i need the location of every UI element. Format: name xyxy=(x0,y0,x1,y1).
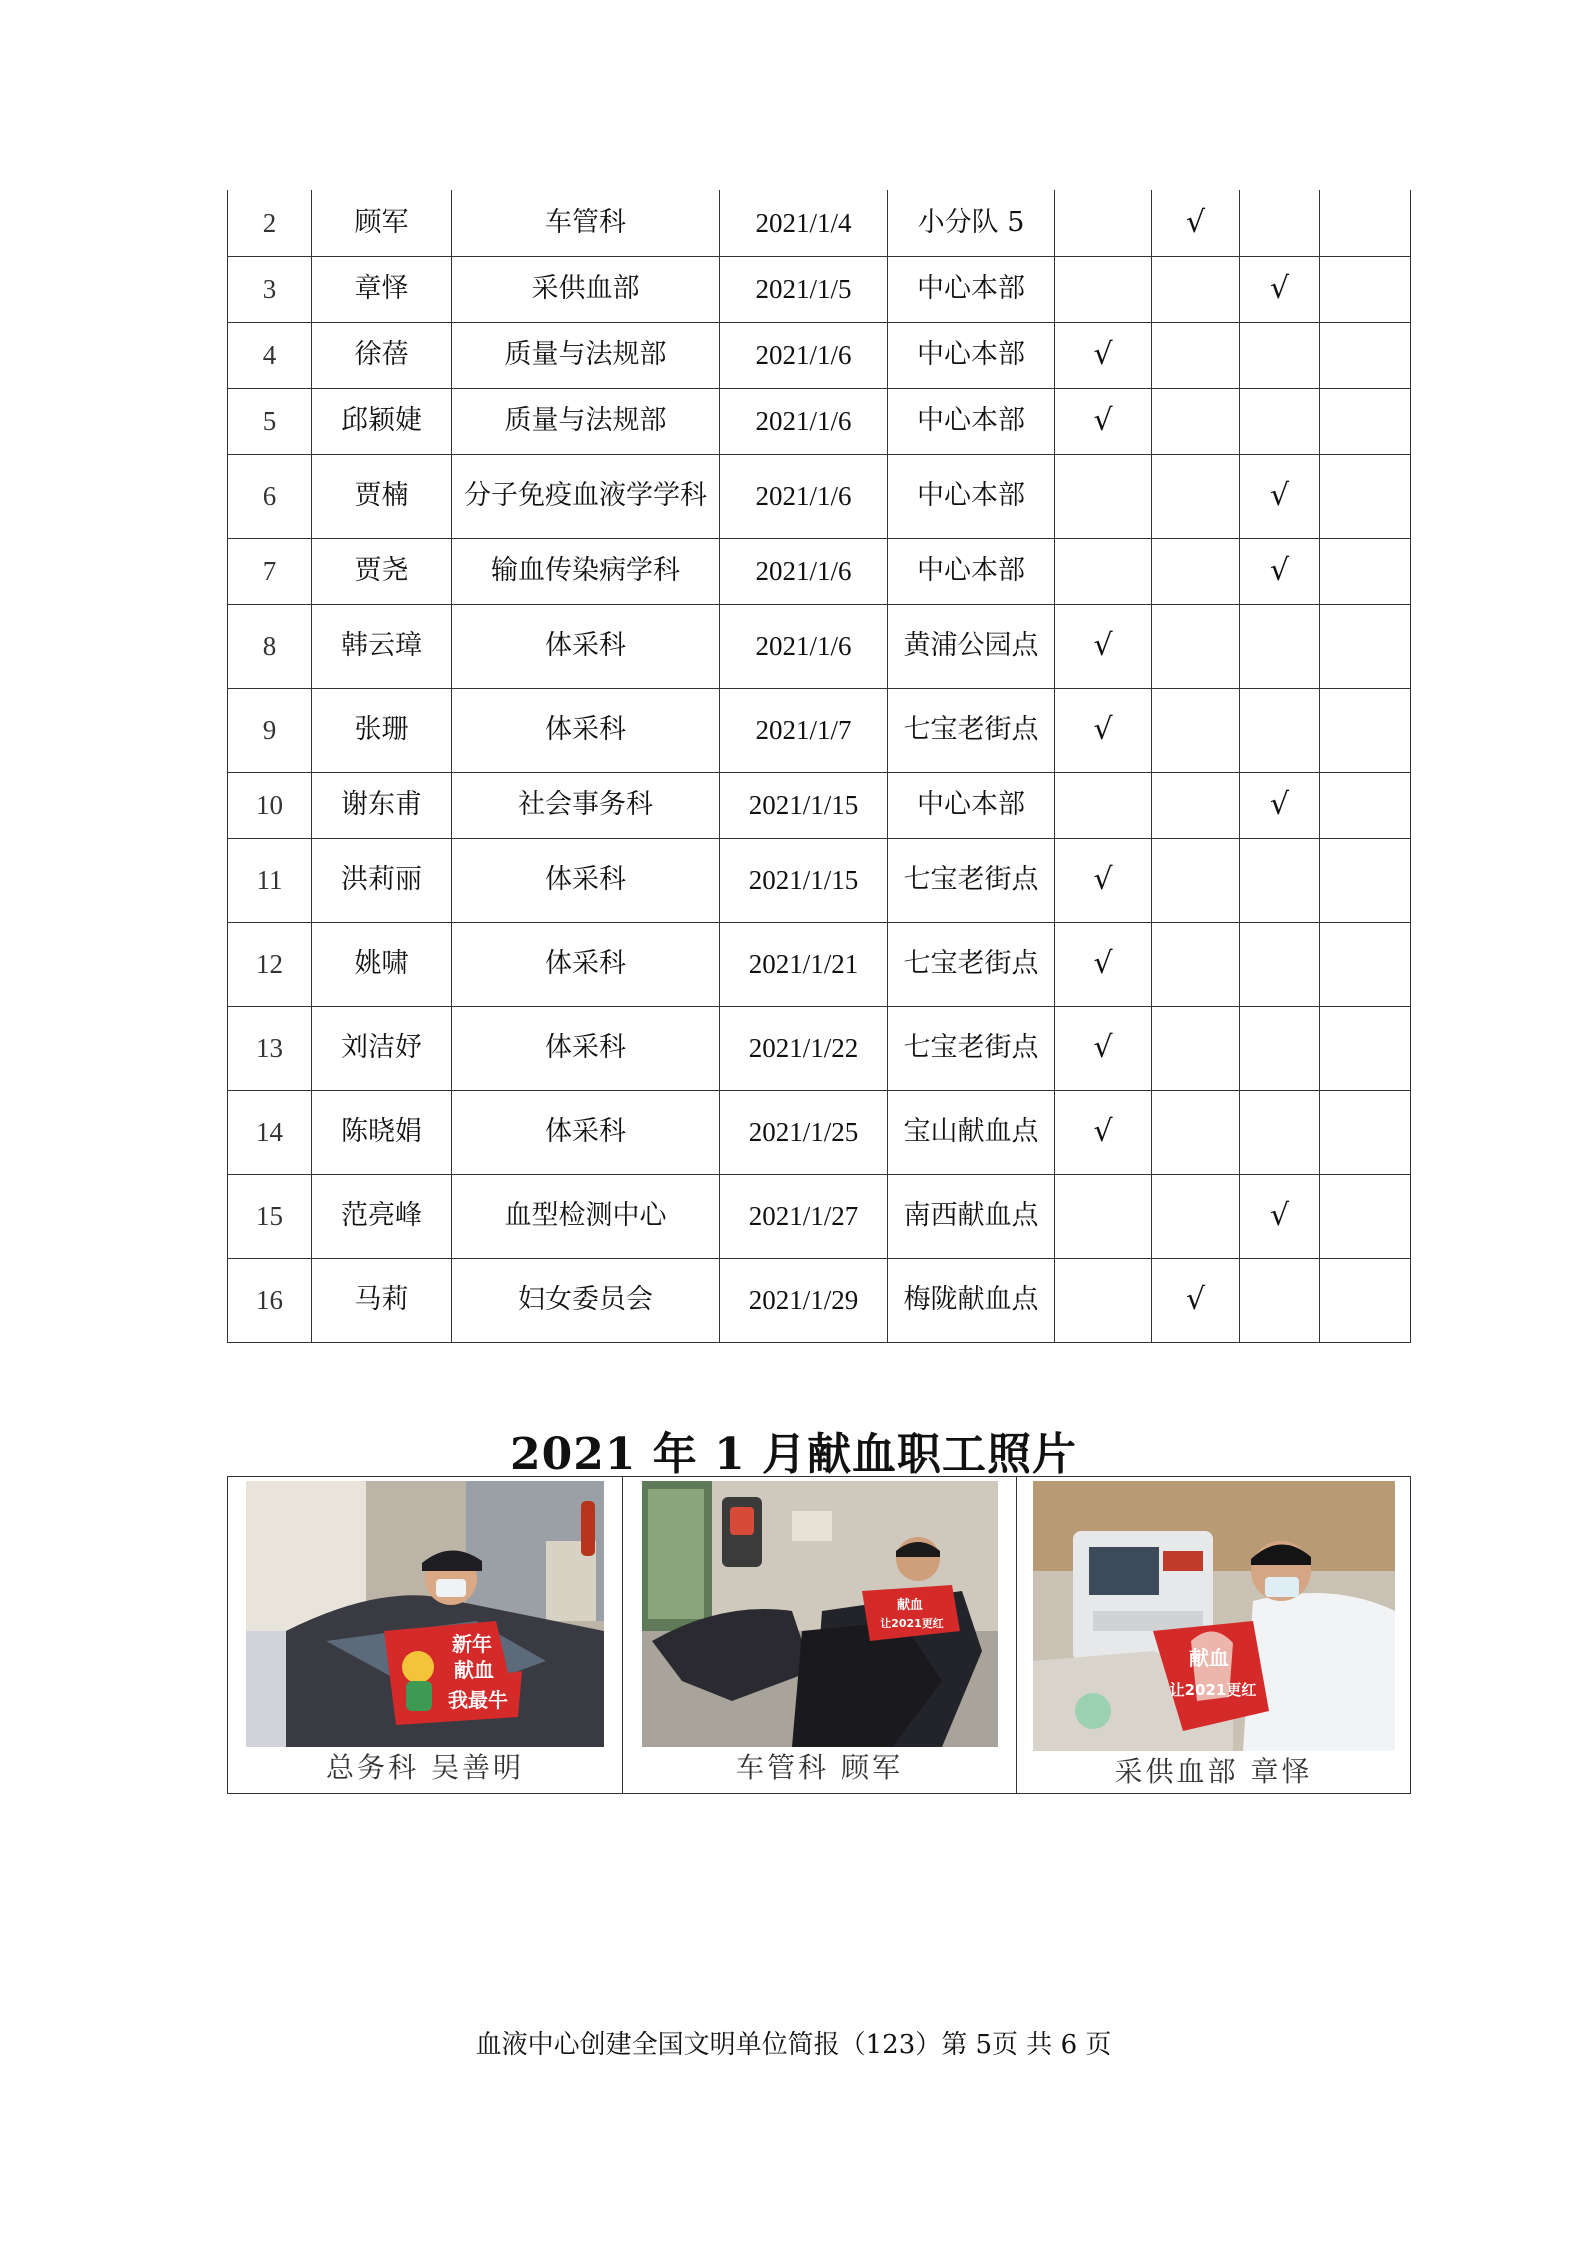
check-col-2 xyxy=(1152,1090,1240,1174)
check-col-4 xyxy=(1320,922,1411,1006)
check-col-4 xyxy=(1320,604,1411,688)
department: 采供血部 xyxy=(452,256,720,322)
check-col-2 xyxy=(1152,922,1240,1006)
row-number: 5 xyxy=(228,388,312,454)
check-col-4 xyxy=(1320,388,1411,454)
department: 分子免疫血液学学科 xyxy=(452,454,720,538)
donation-site: 中心本部 xyxy=(888,322,1055,388)
department: 体采科 xyxy=(452,604,720,688)
donation-date: 2021/1/27 xyxy=(720,1174,888,1258)
table-row xyxy=(228,256,1411,322)
check-col-3: √ xyxy=(1240,1174,1320,1258)
check-col-4 xyxy=(1320,454,1411,538)
table-row xyxy=(228,688,1411,772)
check-col-2 xyxy=(1152,1006,1240,1090)
sign-1-line2: 献血 xyxy=(454,1658,494,1682)
donation-site: 中心本部 xyxy=(888,454,1055,538)
blood-donor-table xyxy=(227,190,1411,1343)
department: 血型检测中心 xyxy=(452,1174,720,1258)
table-row xyxy=(228,1090,1411,1174)
check-col-3 xyxy=(1240,1090,1320,1174)
page-footer: 血液中心创建全国文明单位简报（123）第 5页 共 6 页 xyxy=(475,2030,1112,2060)
check-col-3 xyxy=(1240,688,1320,772)
check-col-4 xyxy=(1320,190,1411,256)
check-col-1 xyxy=(1055,1258,1152,1342)
donor-name: 范亮峰 xyxy=(312,1174,452,1258)
donation-site: 梅陇献血点 xyxy=(888,1258,1055,1342)
check-col-1: √ xyxy=(1055,1090,1152,1174)
donation-date: 2021/1/4 xyxy=(720,190,888,256)
table-row xyxy=(228,454,1411,538)
check-col-4 xyxy=(1320,322,1411,388)
check-col-3: √ xyxy=(1240,256,1320,322)
check-col-4 xyxy=(1320,538,1411,604)
row-number: 15 xyxy=(228,1174,312,1258)
donation-site: 南西献血点 xyxy=(888,1174,1055,1258)
donor-name: 徐蓓 xyxy=(312,322,452,388)
table-row xyxy=(228,772,1411,838)
check-col-2 xyxy=(1152,388,1240,454)
donation-date: 2021/1/6 xyxy=(720,388,888,454)
department: 体采科 xyxy=(452,838,720,922)
row-number: 11 xyxy=(228,838,312,922)
sign-3-line1: 献血 xyxy=(1188,1646,1229,1670)
row-number: 6 xyxy=(228,454,312,538)
department: 输血传染病学科 xyxy=(452,538,720,604)
donation-date: 2021/1/22 xyxy=(720,1006,888,1090)
table-row xyxy=(228,1258,1411,1342)
donation-date: 2021/1/6 xyxy=(720,538,888,604)
photo-caption-1: 总务科 吴善明 xyxy=(326,1751,524,1784)
check-col-4 xyxy=(1320,256,1411,322)
donor-name: 韩云璋 xyxy=(312,604,452,688)
check-col-2 xyxy=(1152,688,1240,772)
photo-caption-2: 车管科 顾军 xyxy=(736,1751,903,1784)
row-number: 2 xyxy=(228,190,312,256)
row-number: 13 xyxy=(228,1006,312,1090)
donation-site: 中心本部 xyxy=(888,538,1055,604)
donation-date: 2021/1/29 xyxy=(720,1258,888,1342)
department: 质量与法规部 xyxy=(452,322,720,388)
sign-2 xyxy=(862,1585,960,1641)
row-number: 3 xyxy=(228,256,312,322)
check-col-3 xyxy=(1240,838,1320,922)
donor-name: 陈晓娟 xyxy=(312,1090,452,1174)
donation-site: 七宝老街点 xyxy=(888,688,1055,772)
donation-site: 七宝老街点 xyxy=(888,1006,1055,1090)
check-col-3 xyxy=(1240,322,1320,388)
check-col-4 xyxy=(1320,838,1411,922)
department: 体采科 xyxy=(452,922,720,1006)
department: 体采科 xyxy=(452,1090,720,1174)
table-row xyxy=(228,322,1411,388)
check-col-2 xyxy=(1152,604,1240,688)
photo-cell xyxy=(228,1477,623,1794)
check-col-3 xyxy=(1240,604,1320,688)
department: 体采科 xyxy=(452,688,720,772)
department: 车管科 xyxy=(452,190,720,256)
donor-name: 贾楠 xyxy=(312,454,452,538)
check-col-3: √ xyxy=(1240,772,1320,838)
table-row xyxy=(228,1174,1411,1258)
check-col-2 xyxy=(1152,772,1240,838)
row-number: 16 xyxy=(228,1258,312,1342)
row-number: 8 xyxy=(228,604,312,688)
donation-date: 2021/1/25 xyxy=(720,1090,888,1174)
check-col-1 xyxy=(1055,190,1152,256)
check-col-4 xyxy=(1320,1006,1411,1090)
check-col-3 xyxy=(1240,1258,1320,1342)
row-number: 7 xyxy=(228,538,312,604)
check-col-2 xyxy=(1152,454,1240,538)
sign-2-line1: 献血 xyxy=(896,1598,923,1613)
department: 质量与法规部 xyxy=(452,388,720,454)
table-row xyxy=(228,922,1411,1006)
sign-2-line2: 让2021更红 xyxy=(879,1617,944,1630)
check-col-1: √ xyxy=(1055,322,1152,388)
check-col-3 xyxy=(1240,388,1320,454)
check-col-2 xyxy=(1152,256,1240,322)
donor-name: 谢东甫 xyxy=(312,772,452,838)
check-col-1: √ xyxy=(1055,388,1152,454)
check-col-3 xyxy=(1240,1006,1320,1090)
check-col-1: √ xyxy=(1055,922,1152,1006)
donation-date: 2021/1/15 xyxy=(720,772,888,838)
donor-name: 贾尧 xyxy=(312,538,452,604)
sign-3-line2: 让2021更红 xyxy=(1169,1681,1256,1699)
donation-date: 2021/1/5 xyxy=(720,256,888,322)
check-col-3: √ xyxy=(1240,538,1320,604)
donor-photo-2 xyxy=(642,1481,998,1747)
check-col-1: √ xyxy=(1055,1006,1152,1090)
check-col-1: √ xyxy=(1055,688,1152,772)
table-row xyxy=(228,538,1411,604)
row-number: 12 xyxy=(228,922,312,1006)
check-col-1 xyxy=(1055,454,1152,538)
donor-photo-1 xyxy=(246,1481,604,1747)
photo-cell xyxy=(1017,1477,1411,1794)
donation-site: 小分队 5 xyxy=(888,190,1055,256)
table-row xyxy=(228,388,1411,454)
row-number: 9 xyxy=(228,688,312,772)
donation-date: 2021/1/15 xyxy=(720,838,888,922)
sign-1-line1: 新年 xyxy=(452,1632,492,1656)
check-col-1: √ xyxy=(1055,604,1152,688)
department: 社会事务科 xyxy=(452,772,720,838)
donation-date: 2021/1/6 xyxy=(720,454,888,538)
row-number: 14 xyxy=(228,1090,312,1174)
table-row xyxy=(228,190,1411,256)
check-col-1 xyxy=(1055,256,1152,322)
donation-site: 中心本部 xyxy=(888,772,1055,838)
check-col-4 xyxy=(1320,772,1411,838)
photo-caption-3: 采供血部 章怿 xyxy=(1114,1755,1313,1788)
donor-name: 张珊 xyxy=(312,688,452,772)
check-col-3 xyxy=(1240,922,1320,1006)
sign-1-line3: 我最牛 xyxy=(448,1688,508,1712)
department: 妇女委员会 xyxy=(452,1258,720,1342)
check-col-1 xyxy=(1055,772,1152,838)
check-col-4 xyxy=(1320,1258,1411,1342)
donation-date: 2021/1/6 xyxy=(720,322,888,388)
check-col-1: √ xyxy=(1055,838,1152,922)
check-col-2: √ xyxy=(1152,1258,1240,1342)
donation-site: 七宝老街点 xyxy=(888,838,1055,922)
check-col-1 xyxy=(1055,538,1152,604)
table-row xyxy=(228,604,1411,688)
donor-name: 刘洁妤 xyxy=(312,1006,452,1090)
check-col-2: √ xyxy=(1152,190,1240,256)
check-col-2 xyxy=(1152,838,1240,922)
table-row xyxy=(228,838,1411,922)
donor-name: 章怿 xyxy=(312,256,452,322)
donation-date: 2021/1/7 xyxy=(720,688,888,772)
donation-site: 黄浦公园点 xyxy=(888,604,1055,688)
donation-date: 2021/1/6 xyxy=(720,604,888,688)
check-col-2 xyxy=(1152,322,1240,388)
table-row xyxy=(228,1006,1411,1090)
donation-site: 中心本部 xyxy=(888,388,1055,454)
donor-name: 洪莉丽 xyxy=(312,838,452,922)
donor-name: 邱颖婕 xyxy=(312,388,452,454)
donation-site: 七宝老街点 xyxy=(888,922,1055,1006)
donor-photo-3 xyxy=(1033,1481,1395,1751)
check-col-2 xyxy=(1152,1174,1240,1258)
check-col-1 xyxy=(1055,1174,1152,1258)
department: 体采科 xyxy=(452,1006,720,1090)
photos-section-title: 2021 年 1 月献血职工照片 xyxy=(509,1429,1078,1480)
check-col-3 xyxy=(1240,190,1320,256)
donation-site: 宝山献血点 xyxy=(888,1090,1055,1174)
check-col-4 xyxy=(1320,1174,1411,1258)
donor-name: 马莉 xyxy=(312,1258,452,1342)
check-col-4 xyxy=(1320,688,1411,772)
row-number: 10 xyxy=(228,772,312,838)
photo-cell xyxy=(623,1477,1017,1794)
check-col-2 xyxy=(1152,538,1240,604)
donor-name: 姚啸 xyxy=(312,922,452,1006)
donor-photos-table xyxy=(227,1476,1411,1794)
row-number: 4 xyxy=(228,322,312,388)
check-col-3: √ xyxy=(1240,454,1320,538)
check-col-4 xyxy=(1320,1090,1411,1174)
donation-date: 2021/1/21 xyxy=(720,922,888,1006)
donation-site: 中心本部 xyxy=(888,256,1055,322)
donor-name: 顾军 xyxy=(312,190,452,256)
